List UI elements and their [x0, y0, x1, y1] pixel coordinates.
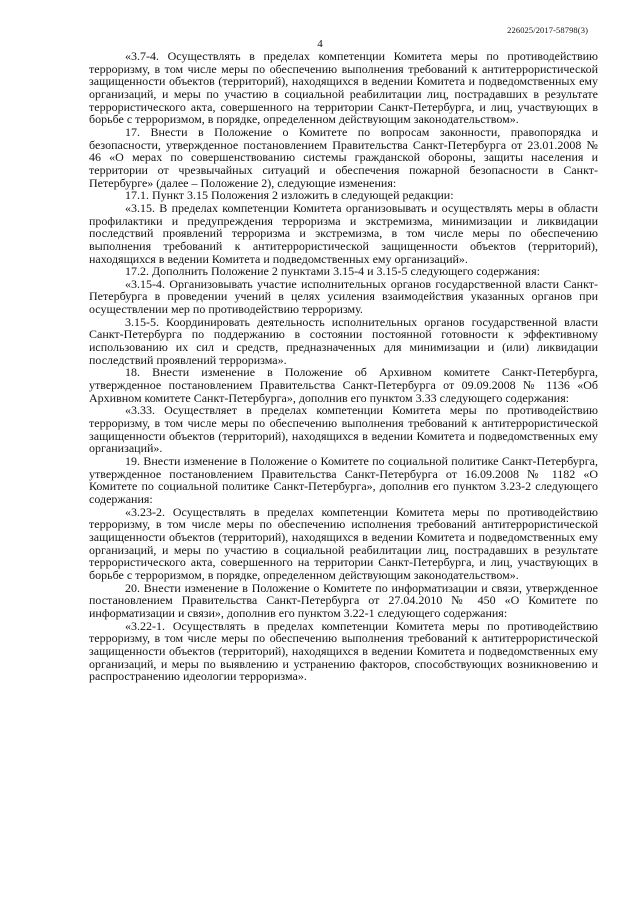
paragraph-20: 20. Внести изменение в Положение о Комитете по информатизации и связи, утвержденное постановлением Правительства Санкт-Петербурга от 27.04.2010 № 450 «О Комитете по информатизации и связи», дополнив его пунктом 3.22-1 следующего содержания: — [89, 580, 598, 620]
paragraph-19: 19. Внести изменение в Положение о Комитете по социальной политике Санкт-Петербурга, утвержденное постановлением Правительства Санкт-Петербурга от 16.09.2008 № 1182 «О Комитете по социальной политике Санкт-Петербурга», дополнив его пунктом 3.23-2 следующего содержания: — [89, 454, 598, 506]
page-number: 4 — [317, 38, 323, 50]
paragraph-3-23-2: «3.23-2. Осуществлять в пределах компетенции Комитета меры по противодействию терроризму, в том числе меры по обеспечению исполнения требований антитеррористической защищенности объектов (территорий), находящихся в ведении Комитета и подведомственных ему организаций, и меры по участию в социальной реабилитации лиц, пострадавших в результате террористического акта, совершенного на территории Санкт-Петербурга, и лиц, участвующих в борьбе с терроризмом, в порядке, определенном действующим законодательством». — [89, 504, 598, 582]
document-number: 226025/2017-58798(3) — [507, 25, 588, 35]
paragraph-3-15: «3.15. В пределах компетенции Комитета организовывать и осуществлять меры в области профилактики и предупреждения терроризма и экстремизма, минимизации и ликвидации последствий проявлений терроризма и экстремизма, в том числе меры по обеспечению выполнения требований к антитеррористической защищенности объектов (территорий), находящихся в ведении Комитета и подведомственных ему организаций». — [89, 200, 598, 266]
paragraph-17-2: 17.2. Дополнить Положение 2 пунктами 3.15-4 и 3.15-5 следующего содержания: — [125, 264, 540, 279]
paragraph-3-15-4: «3.15-4. Организовывать участие исполнительных органов государственной власти Санкт-Петербурга в проведении учений в целях усиления взаимодействия указанных органов при осуществлении мер по противодействию терроризму. — [89, 276, 598, 317]
paragraph-3-7-4: «3.7-4. Осуществлять в пределах компетенции Комитета меры по противодействию терроризму, в том числе меры по обеспечению выполнения требований к антитеррористической защищенности объектов (территорий), находящихся в ведении Комитета и подведомственных ему организаций, и меры по участию в социальной реабилитации лиц, пострадавших в результате террористического акта, совершенного на территории Санкт-Петербурга, и лиц, участвующих в борьбе с терроризмом, в порядке, определенном действующим законодательством». — [89, 49, 598, 127]
paragraph-3-15-5: 3.15-5. Координировать деятельность исполнительных органов государственной власти Санкт-Петербурга по поддержанию в состоянии постоянной готовности к эффективному использованию их сил и средств, предназначенных для минимизации и (или) ликвидации последствий проявлений терроризма». — [89, 314, 598, 367]
paragraph-17: 17. Внести в Положение о Комитете по вопросам законности, правопорядка и безопасности, утвержденное постановлением Правительства Санкт-Петербурга от 23.01.2008 № 46 «О мерах по совершенствованию системы гражданской обороны, защиты населения и территории от чрезвычайных ситуаций и обеспечения пожарной безопасности в Санкт-Петербурге» (далее – Положение 2), следующие изменения: — [89, 124, 598, 190]
document-body — [89, 50, 598, 683]
paragraph-17-1: 17.1. Пункт 3.15 Положения 2 изложить в следующей редакции: — [125, 188, 454, 203]
paragraph-3-33: «3.33. Осуществляет в пределах компетенции Комитета меры по противодействию терроризму, в том числе меры по обеспечению выполнения требований к антитеррористической защищенности объектов (территорий), находящихся в ведении Комитета и подведомственных ему организаций». — [89, 403, 598, 456]
paragraph-3-22-1: «3.22-1. Осуществлять в пределах компетенции Комитета меры по противодействию терроризму, в том числе меры по обеспечению выполнения требований к антитеррористической защищенности объектов (территорий), находящихся в ведении Комитета и подведомственных ему организаций, и меры по выявлению и устранению факторов, способствующих возникновению и распространению идеологии терроризма». — [89, 618, 598, 684]
paragraph-18: 18. Внести изменение в Положение об Архивном комитете Санкт-Петербурга, утвержденное постановлением Правительства Санкт-Петербурга от 09.09.2008 № 1136 «Об Архивном комитете Санкт-Петербурга», дополнив его пунктом 3.33 следующего содержания: — [89, 365, 598, 405]
